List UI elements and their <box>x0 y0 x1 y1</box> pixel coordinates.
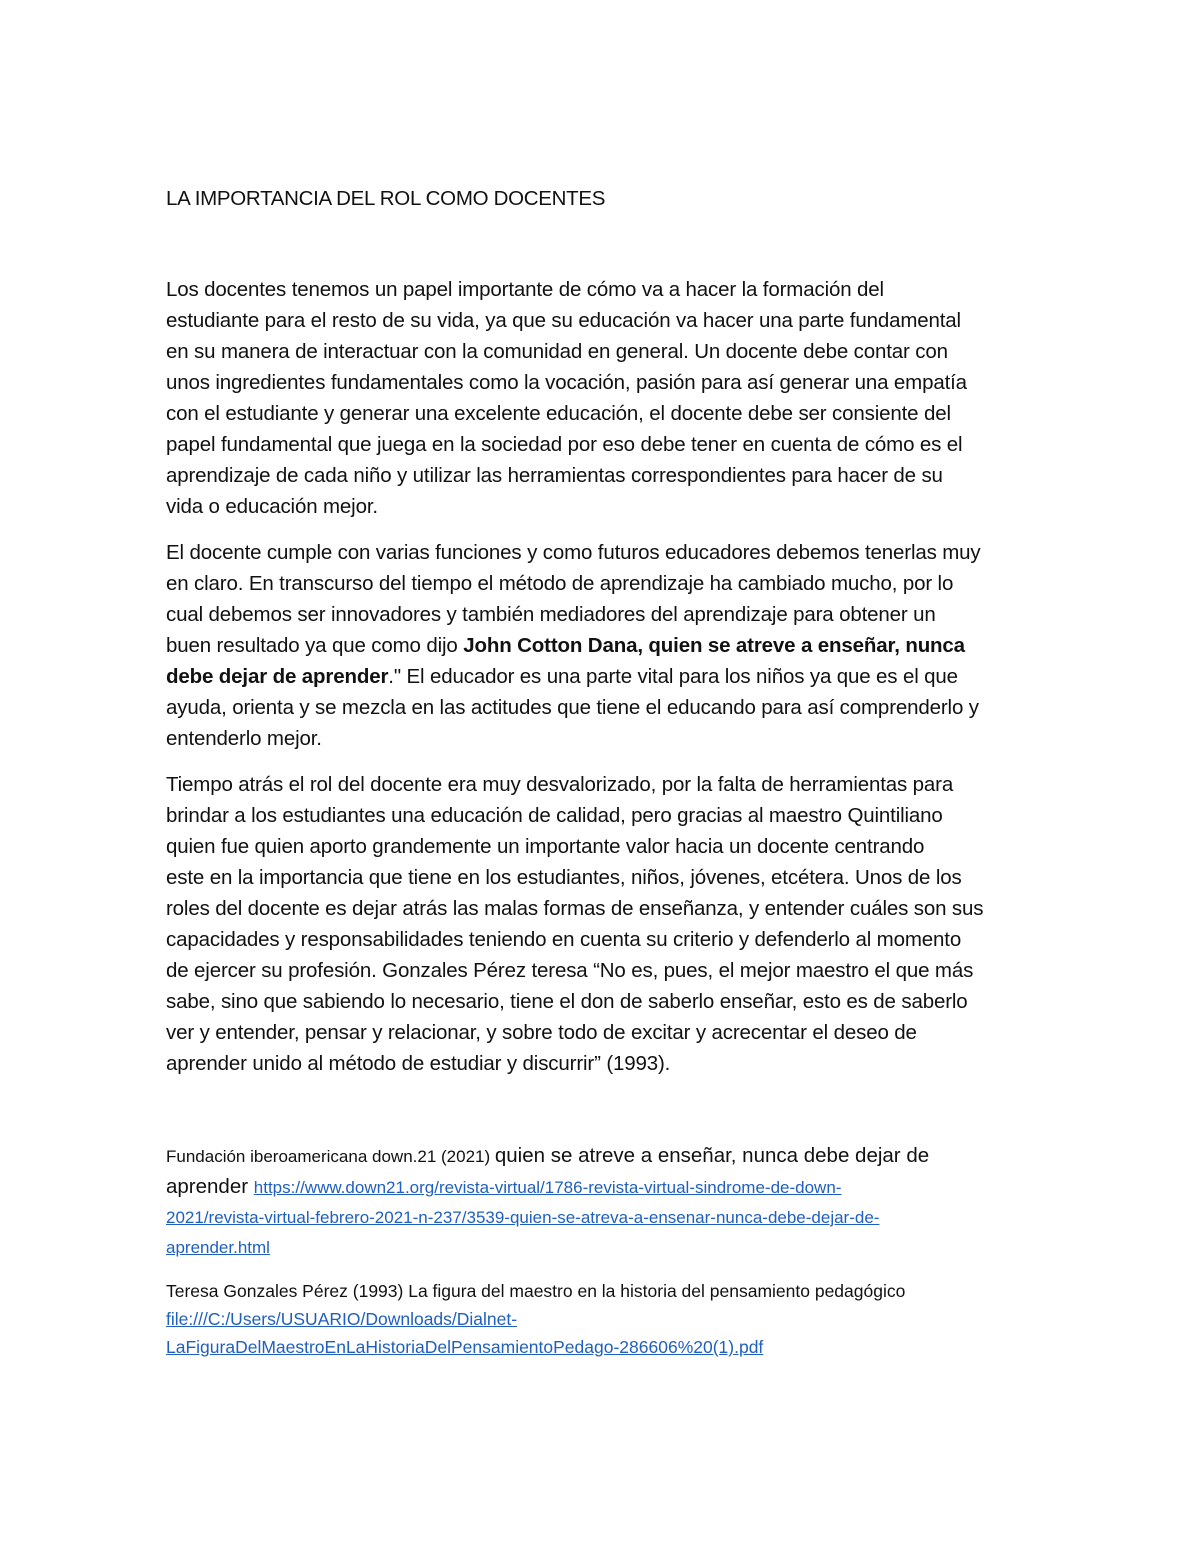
paragraph-line: Tiempo atrás el rol del docente era muy desvalorizado, por la falta de herramientas para <box>166 773 954 796</box>
paragraph-line: Los docentes tenemos un papel importante de cómo va a hacer la formación del <box>166 278 884 301</box>
paragraph-text: ." El educador es una parte vital para los niños ya que es el que <box>388 665 958 688</box>
reference-link[interactable]: aprender.html <box>166 1238 270 1257</box>
paragraph-line: sabe, sino que sabiendo lo necesario, tiene el don de saberlo enseñar, esto es de saberlo <box>166 990 968 1013</box>
paragraph-line: ver y entender, pensar y relacionar, y sobre todo de excitar y acrecentar el deseo de <box>166 1021 917 1044</box>
reference-link[interactable]: LaFiguraDelMaestroEnLaHistoriaDelPensamientoPedago-286606%20(1).pdf <box>166 1337 764 1357</box>
paragraph-line: El docente cumple con varias funciones y como futuros educadores debemos tenerlas muy <box>166 541 981 564</box>
paragraph-line <box>166 661 1046 692</box>
quote-bold-text: debe dejar de aprender <box>166 665 389 688</box>
paragraph-line <box>166 630 1046 661</box>
paragraph-line: en claro. En transcurso del tiempo el método de aprendizaje ha cambiado mucho, por lo <box>166 572 954 595</box>
paragraph-line: cual debemos ser innovadores y también mediadores del aprendizaje para obtener un <box>166 603 936 626</box>
paragraph-line: capacidades y responsabilidades teniendo en cuenta su criterio y defenderlo al momento <box>166 928 962 951</box>
reference-link[interactable]: 2021/revista-virtual-febrero-2021-n-237/3539-quien-se-atreva-a-ensenar-nunca-debe-dejar-de- <box>166 1208 880 1227</box>
reference-link[interactable]: file:///C:/Users/USUARIO/Downloads/Dialnet- <box>166 1309 518 1329</box>
paragraph-line: estudiante para el resto de su vida, ya que su educación va hacer una parte fundamental <box>166 309 961 332</box>
paragraph-line: roles del docente es dejar atrás las malas formas de enseñanza, y entender cuáles son sus <box>166 897 984 920</box>
reference-gonzales <box>166 1277 1066 1361</box>
reference-text: Teresa Gonzales Pérez (1993) La figura del maestro en la historia del pensamiento pedagógico <box>166 1281 906 1301</box>
reference-line <box>166 1172 1066 1203</box>
paragraph-line: unos ingredientes fundamentales como la vocación, pasión para así generar una empatía <box>166 371 967 394</box>
paragraph-text: buen resultado ya que como dijo <box>166 634 464 657</box>
paragraph-line: brindar a los estudiantes una educación de calidad, pero gracias al maestro Quintiliano <box>166 804 943 827</box>
reference-line <box>166 1141 1066 1172</box>
paragraph-line: entenderlo mejor. <box>166 727 322 750</box>
paragraph-line: este en la importancia que tiene en los estudiantes, niños, jóvenes, etcétera. Unos de los <box>166 866 962 889</box>
paragraph-line: en su manera de interactuar con la comunidad en general. Un docente debe contar con <box>166 340 948 363</box>
paragraph-roles-importance <box>166 274 1046 522</box>
paragraph-line: quien fue quien aporto grandemente un importante valor hacia un docente centrando <box>166 835 925 858</box>
paragraph-line: papel fundamental que juega en la sociedad por eso debe tener en cuenta de cómo es el <box>166 433 963 456</box>
quote-bold-text: John Cotton Dana, quien se atreve a enseñar, nunca <box>463 634 965 657</box>
paragraph-line: aprendizaje de cada niño y utilizar las herramientas correspondientes para hacer de su <box>166 464 943 487</box>
paragraph-line: aprender unido al método de estudiar y discurrir” (1993). <box>166 1052 671 1075</box>
reference-title: quien se atreve a enseñar, nunca debe dejar de <box>494 1144 930 1167</box>
paragraph-teacher-functions <box>166 537 1046 754</box>
reference-title: aprender <box>166 1175 254 1198</box>
paragraph-line: con el estudiante y generar una excelente educación, el docente debe ser consiente del <box>166 402 951 425</box>
paragraph-line: vida o educación mejor. <box>166 495 378 518</box>
reference-link[interactable]: https://www.down21.org/revista-virtual/1786-revista-virtual-sindrome-de-down- <box>253 1178 842 1197</box>
paragraph-line: ayuda, orienta y se mezcla en las actitudes que tiene el educando para así comprenderlo y <box>166 696 979 719</box>
paragraph-line: de ejercer su profesión. Gonzales Pérez teresa “No es, pues, el mejor maestro el que más <box>166 959 974 982</box>
reference-source: Fundación iberoamericana down.21 (2021) <box>166 1147 495 1166</box>
paragraph-history <box>166 769 1046 1079</box>
document-title: LA IMPORTANCIA DEL ROL COMO DOCENTES <box>166 187 606 210</box>
reference-down21 <box>166 1141 1066 1263</box>
